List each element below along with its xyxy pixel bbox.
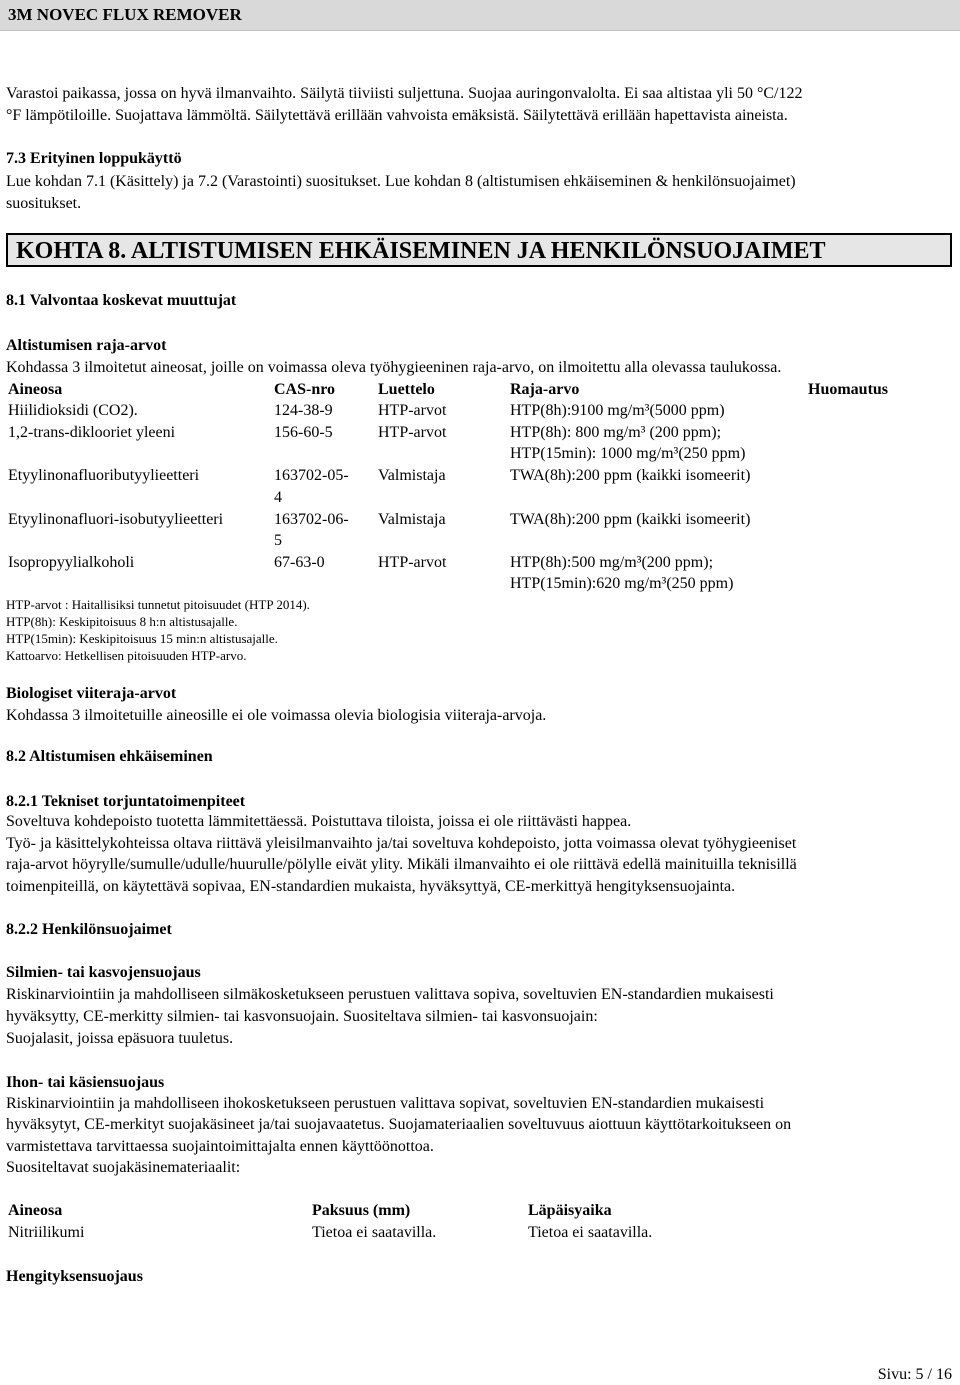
glove-cell-material: Nitriilikumi [8,1224,85,1241]
skin-protection-text-2: hyväksytyt, CE-merkityt suojakäsineet ja/tai suojavaatetus. Suojamateriaalien soveltuvuus aiottuun käyttötarkoitukseen on [6,1116,792,1133]
note-line: Kattoarvo: Hetkellisen pitoisuuden HTP-arvo. [6,648,247,663]
table-cell-cas-2: 4 [274,489,282,506]
storage-text-line-2: °F lämpötiloille. Suojattava lämmöltä. Säilytettävä erillään vahvoista emäksistä. Säilytettävä erillään hapettavista aineista. [6,107,788,124]
table-cell-list: HTP-arvot [378,554,447,571]
table-cell-cas: 124-38-9 [274,402,333,419]
table-cell-list: HTP-arvot [378,402,447,419]
skin-protection-text-4: Suositeltavat suojakäsinemateriaalit: [6,1159,241,1176]
glove-cell-breakthrough: Tietoa ei saatavilla. [528,1224,653,1241]
table-cell-cas: 67-63-0 [274,554,325,571]
table-cell-limit: TWA(8h):200 ppm (kaikki isomeerit) [510,511,751,528]
eye-protection-text-3: Suojalasit, joissa epäsuora tuuletus. [6,1030,234,1047]
skin-protection-text-3: varmistettava tarvittaessa suojaintoimittajalta ennen käyttöönottoa. [6,1138,434,1155]
storage-text-line-1: Varastoi paikassa, jossa on hyvä ilmanvaihto. Säilytä tiiviisti suljettuna. Suojaa auringonvalolta. Ei saa altistaa yli 50 °C/122 [6,85,803,102]
table-cell-cas-2: 5 [274,532,282,549]
eye-protection-text-1: Riskinarviointiin ja mahdolliseen silmäkosketukseen perustuen valittava sopiva, soveltuvien EN-standardien mukaisesti [6,986,774,1003]
section-8-1-title: 8.1 Valvontaa koskevat muuttujat [6,292,237,309]
bio-limits-text: Kohdassa 3 ilmoitetuille aineosille ei ole voimassa olevia biologisia viiteraja-arvoja. [6,707,547,724]
note-line: HTP-arvot : Haitallisiksi tunnetut pitoisuudet (HTP 2014). [6,597,310,612]
section-8-2-title: 8.2 Altistumisen ehkäiseminen [6,748,213,765]
glove-header-material: Aineosa [8,1202,63,1219]
bio-limits-title: Biologiset viiteraja-arvot [6,685,177,702]
section-8-2-1-text-3: raja-arvot höyrylle/sumulle/udulle/huurulle/pölylle eivät ylity. Mikäli ilmanvaihto ei ole riittävä edellä mainituilla teknisillä [6,856,797,873]
glove-cell-thickness: Tietoa ei saatavilla. [312,1224,437,1241]
exposure-limits-title: Altistumisen raja-arvot [6,337,167,354]
exposure-limits-text: Kohdassa 3 ilmoitetut aineosat, joille on voimassa oleva työhygieeninen raja-arvo, on ilmoitettu alla olevassa taulukossa. [6,359,782,376]
table-cell-limit-2: HTP(15min): 1000 mg/m³(250 ppm) [510,445,746,462]
skin-protection-text-1: Riskinarviointiin ja mahdolliseen ihokosketukseen perustuen valittava sopivat, soveltuvien EN-standardien mukaisesti [6,1095,765,1112]
table-header-cas: CAS-nro [274,381,336,398]
section-7-3-title: 7.3 Erityinen loppukäyttö [6,150,182,167]
glove-header-thickness: Paksuus (mm) [312,1202,411,1219]
section-8-2-2-title: 8.2.2 Henkilönsuojaimet [6,921,172,938]
table-cell-limit-2: HTP(15min):620 mg/m³(250 ppm) [510,575,734,592]
table-cell-list: Valmistaja [378,511,446,528]
table-cell-limit: HTP(8h):500 mg/m³(200 ppm); [510,554,714,571]
table-cell-ingredient: Etyylinonafluori-isobutyylieetteri [8,511,224,528]
note-line: HTP(8h): Keskipitoisuus 8 h:n altistusajalle. [6,614,238,629]
note-line: HTP(15min): Keskipitoisuus 15 min:n altistusajalle. [6,631,278,646]
table-header-huomautus: Huomautus [808,381,889,398]
section-8-heading-box [6,233,952,267]
table-cell-cas: 163702-06- [274,511,349,528]
table-cell-ingredient: 1,2-trans-diklooriet yleeni [8,424,176,441]
section-7-3-text-1: Lue kohdan 7.1 (Käsittely) ja 7.2 (Varastointi) suositukset. Lue kohdan 8 (altistumisen ehkäiseminen & henkilönsuojaimet) [6,173,796,190]
table-cell-list: Valmistaja [378,467,446,484]
table-header-aineosa: Aineosa [8,381,63,398]
section-8-2-1-text-4: toimenpiteillä, on käytettävä sopivaa, EN-standardien mukaista, hyväksyttyä, CE-merkittyä hengityksensuojainta. [6,878,736,895]
document-title: 3M NOVEC FLUX REMOVER [8,5,242,24]
table-cell-cas: 163702-05- [274,467,349,484]
section-7-3-text-2: suositukset. [6,195,82,212]
section-8-title: KOHTA 8. ALTISTUMISEN EHKÄISEMINEN JA HENKILÖNSUOJAIMET [16,238,826,264]
document-header [0,0,960,31]
page-number: Sivu: 5 / 16 [877,1366,952,1383]
table-cell-limit: HTP(8h):9100 mg/m³(5000 ppm) [510,402,725,419]
table-cell-ingredient: Isopropyylialkoholi [8,554,135,571]
table-cell-ingredient: Hiilidioksidi (CO2). [8,402,138,419]
table-header-raja-arvo: Raja-arvo [510,381,580,398]
table-cell-limit: TWA(8h):200 ppm (kaikki isomeerit) [510,467,751,484]
skin-protection-title: Ihon- tai käsiensuojaus [6,1074,165,1091]
table-cell-cas: 156-60-5 [274,424,333,441]
section-8-2-1-text-2: Työ- ja käsittelykohteissa oltava riittävä yleisilmanvaihto ja/tai soveltuva kohdepoisto, jotta voimassa olevat työhygieeniset [6,835,797,852]
respiratory-protection-title: Hengityksensuojaus [6,1268,143,1285]
table-cell-list: HTP-arvot [378,424,447,441]
section-8-2-1-text-1: Soveltuva kohdepoisto tuotetta lämmitettäessä. Poistuttava tiloista, joissa ei ole riittävästi happea. [6,813,632,830]
table-header-luettelo: Luettelo [378,381,435,398]
eye-protection-text-2: hyväksytty, CE-merkitty silmien- tai kasvonsuojain. Suositeltava silmien- tai kasvonsuojain: [6,1008,598,1025]
glove-header-breakthrough: Läpäisyaika [528,1202,612,1219]
table-cell-ingredient: Etyylinonafluoributyylieetteri [8,467,200,484]
section-8-2-1-title: 8.2.1 Tekniset torjuntatoimenpiteet [6,793,246,810]
table-cell-limit: HTP(8h): 800 mg/m³ (200 ppm); [510,424,722,441]
eye-protection-title: Silmien- tai kasvojensuojaus [6,964,201,981]
